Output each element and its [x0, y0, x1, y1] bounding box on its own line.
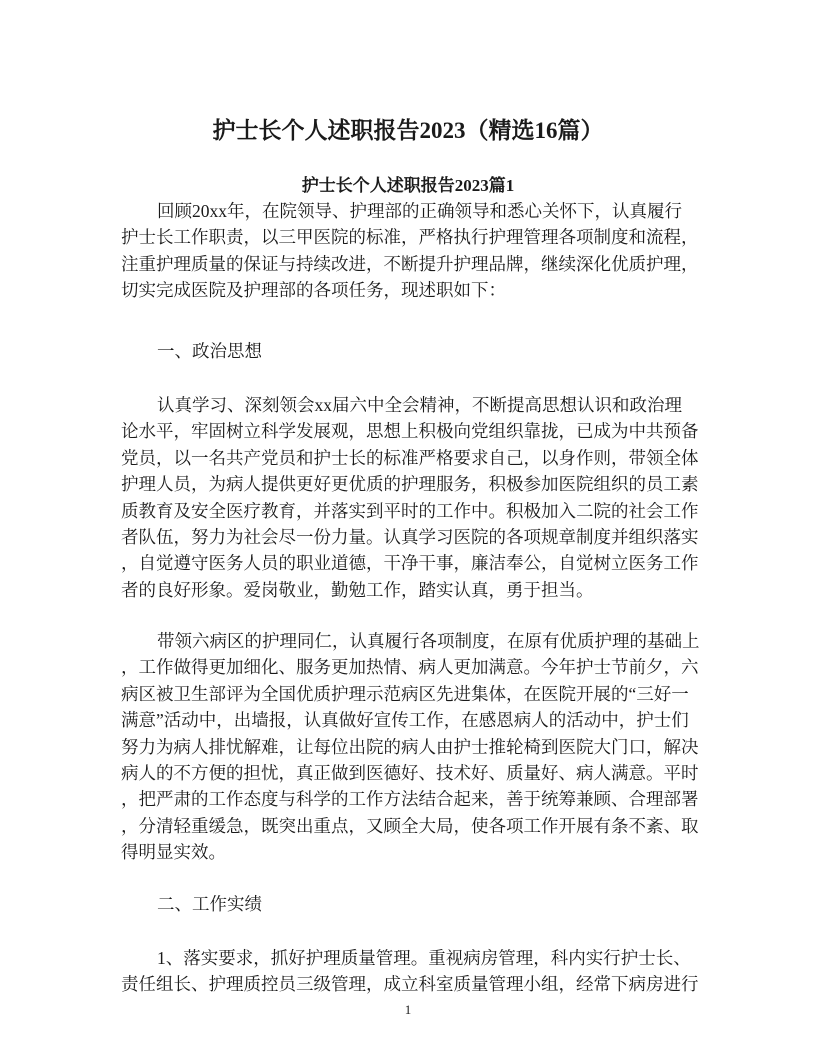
text-line: 1、落实要求，抓好护理质量管理。重视病房管理，科内实行护士长、 — [157, 948, 691, 968]
text-line: 质教育及安全医疗教育，并落实到平时的工作中。积极加入二院的社会工作 — [121, 500, 699, 521]
paragraph-quality — [121, 945, 711, 998]
heading-political — [121, 338, 711, 364]
text-line: 党员，以一名共产党员和护士长的标准严格要求自己，以身作则，带领全体 — [121, 447, 699, 468]
text-line: 带领六病区的护理同仁，认真履行各项制度，在原有优质护理的基础上 — [157, 631, 700, 651]
text-line: 者队伍，努力为社会尽一份力量。认真学习医院的各项规章制度并组织落实 — [121, 526, 699, 547]
text-line: 病区被卫生部评为全国优质护理示范病区先进集体，在医院开展的“三好一 — [121, 683, 689, 704]
text-line: 责任组长、护理质控员三级管理，成立科室质量管理小组，经常下病房进行 — [121, 974, 699, 995]
paragraph-ward — [121, 628, 711, 866]
text-line: ，工作做得更加细化、服务更加热情、病人更加满意。今年护士节前夕，六 — [121, 657, 699, 678]
heading-achievements — [121, 891, 711, 917]
text-line: 努力为病人排忧解难，让每位出院的病人由护士推轮椅到医院大门口，解决 — [121, 736, 699, 757]
text-line: 满意”活动中，出墙报，认真做好宣传工作，在感恩病人的活动中，护士们 — [121, 710, 689, 731]
section-subtitle: 护士长个人述职报告2023篇1 — [301, 176, 515, 195]
page-number: 1 — [404, 1002, 412, 1017]
text-line: 论水平，牢固树立科学发展观，思想上积极向党组织靠拢，已成为中共预备 — [121, 421, 699, 442]
text-line: 认真学习、深刻领会xx届六中全会精神，不断提高思想认识和政治理 — [157, 395, 682, 415]
document-title: 护士长个人述职报告2023（精选16篇） — [212, 118, 604, 143]
text-line: ，自觉遵守医务人员的职业道德，干净干事，廉洁奉公，自觉树立医务工作 — [121, 553, 699, 574]
text-line: 病人的不方便的担忧，真正做到医德好、技术好、质量好、病人满意。平时 — [121, 762, 699, 783]
text-line: 回顾20xx年，在院领导、护理部的正确领导和悉心关怀下，认真履行 — [157, 201, 682, 221]
text-line: ，分清轻重缓急，既突出重点，又顾全大局，使各项工作开展有条不紊、取 — [121, 815, 699, 836]
text-line: 得明显实效。 — [121, 842, 226, 863]
text-line: 注重护理质量的保证与持续改进，不断提升护理品牌，继续深化优质护理， — [121, 253, 699, 274]
text-line: 二、工作实绩 — [157, 894, 262, 914]
text-line: 护士长工作职责，以三甲医院的标准，严格执行护理管理各项制度和流程， — [121, 227, 699, 248]
text-line: ，把严肃的工作态度与科学的工作方法结合起来，善于统筹兼顾、合理部署 — [121, 789, 699, 810]
text-line: 切实完成医院及护理部的各项任务，现述职如下： — [121, 280, 506, 301]
text-line: 护理人员，为病人提供更好更优质的护理服务，积极参加医院组织的员工素 — [121, 474, 699, 495]
text-line: 者的良好形象。爱岗敬业，勤勉工作，踏实认真，勇于担当。 — [121, 579, 594, 600]
paragraph-political — [121, 392, 711, 603]
paragraph-intro — [121, 198, 711, 304]
text-line: 一、政治思想 — [157, 341, 262, 361]
